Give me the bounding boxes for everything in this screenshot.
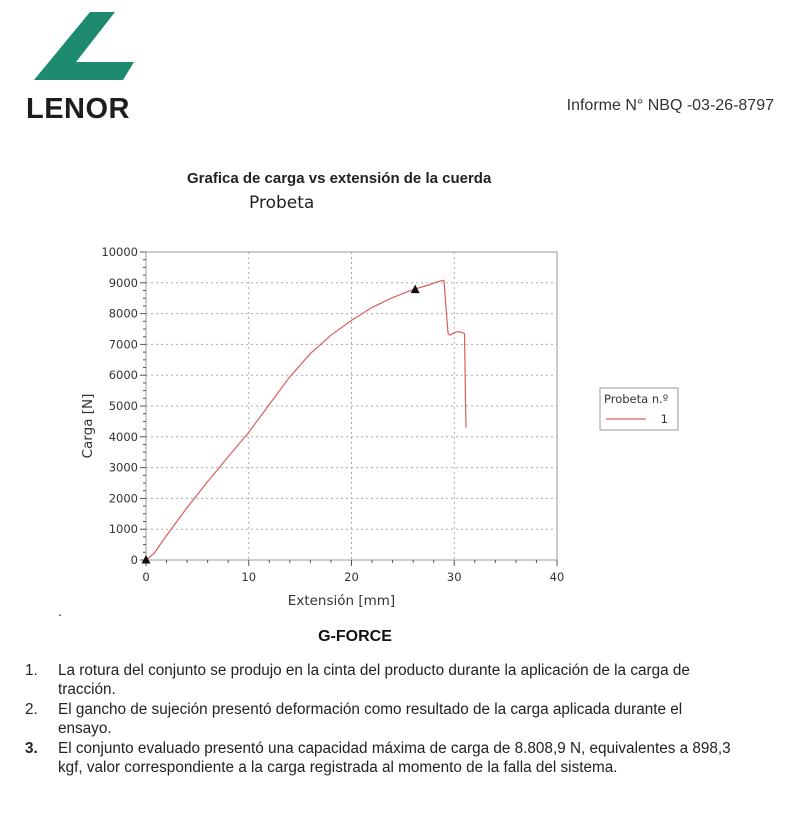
lenor-logo-mark xyxy=(22,10,137,90)
stray-dot: . xyxy=(58,603,62,619)
y-tick-label: 1000 xyxy=(108,522,138,537)
load-extension-chart xyxy=(0,230,800,610)
y-tick-label: 3000 xyxy=(108,460,138,475)
x-tick-label: 10 xyxy=(241,570,257,584)
note-number: 3. xyxy=(25,740,38,757)
legend-title: Probeta n.º xyxy=(604,392,669,406)
note-text: La rotura del conjunto se produjo en la cinta del producto durante la aplicación de la carga de tracción. xyxy=(58,662,690,698)
y-tick-label: 8000 xyxy=(108,306,138,321)
y-tick-label: 4000 xyxy=(108,429,138,444)
note-item xyxy=(25,661,735,699)
y-tick-label: 7000 xyxy=(108,337,138,352)
y-tick-label: 5000 xyxy=(108,399,138,413)
y-axis-label: Carga [N] xyxy=(80,393,96,459)
note-number: 2. xyxy=(25,701,38,718)
section-title: G-FORCE xyxy=(318,628,392,645)
x-tick-label: 40 xyxy=(549,570,565,584)
x-axis-label: Extensión [mm] xyxy=(287,593,396,609)
legend-label: 1 xyxy=(660,412,668,426)
x-tick-label: 20 xyxy=(344,570,359,584)
notes-list xyxy=(25,661,735,778)
y-tick-label: 6000 xyxy=(108,368,138,383)
y-tick-label: 0 xyxy=(130,553,138,567)
chart-subtitle: Probeta xyxy=(249,193,315,213)
note-item xyxy=(25,739,735,777)
y-tick-label: 2000 xyxy=(108,491,138,506)
note-text: El conjunto evaluado presentó una capacidad máxima de carga de 8.808,9 N, equivalentes a 898,3 kgf, valor correspondiente a la carga registrada al momento de la falla del sistema. xyxy=(58,740,731,776)
note-item xyxy=(25,700,735,738)
note-text: El gancho de sujeción presentó deformación como resultado de la carga aplicada durante el ensayo. xyxy=(58,701,683,737)
chart-title: Grafica de carga vs extensión de la cuerda xyxy=(187,170,492,187)
y-tick-label: 10000 xyxy=(101,245,138,259)
x-tick-label: 30 xyxy=(446,570,462,584)
x-tick-label: 0 xyxy=(142,570,150,584)
brand-name: LENOR xyxy=(26,93,130,125)
report-number: Informe N° NBQ -03-26-8797 xyxy=(566,97,774,114)
note-number: 1. xyxy=(25,662,38,679)
lenor-logo xyxy=(22,10,142,130)
y-tick-label: 9000 xyxy=(108,275,138,290)
